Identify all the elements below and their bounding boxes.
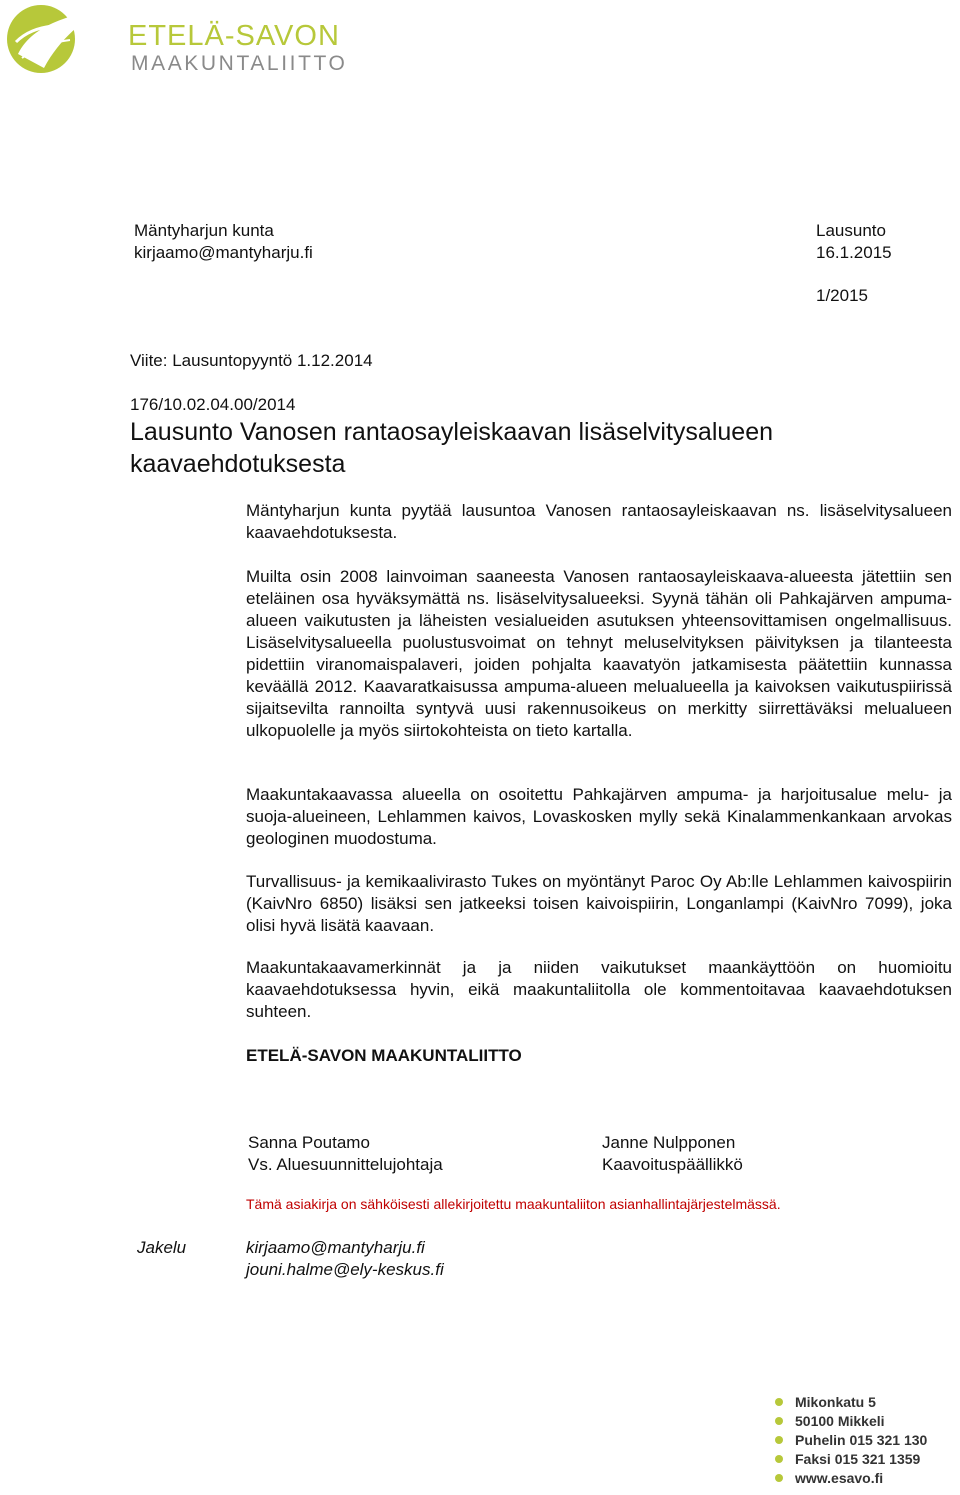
footer-phone: Puhelin 015 321 130 (795, 1431, 928, 1448)
recipient-name: Mäntyharjun kunta (134, 221, 274, 240)
logo-wordmark: ETELÄ-SAVON (128, 20, 340, 52)
body-paragraph-1 (246, 500, 952, 544)
title-line-2: kaavaehdotuksesta (130, 450, 346, 478)
paragraph-text: Muilta osin 2008 lainvoiman saaneesta Vanosen rantaosayleiskaava-alueesta jätettiin sen eteläinen osa hyväksymättä ns. lisäselvitysalueeksi. Syynä tähän oli Pahkajärven ampuma-alueen vaikutusten ja läheisten vesialueiden asutuksen yhteensovittamisen ongelmallisuus. Lisäselvitysalueella puolustusvoimat on tehnyt meluselvityksen päivityksen ja tilanteesta pidettiin viranomaispalaveri, joiden pohjalta kaavatyön jatkamisesta päätettiin kunnassa keväällä 2012. Kaavaratkaisussa ampuma-alueen melualueella ja kaivoksen vaikutuspiirissä sijaitsevilta rannoilta syntyvä uusi rakennusoikeus on merkitty siirrettäväksi melualueen ulkopuolelle ja myös siirtokohteista on tieto kartalla. (246, 567, 952, 740)
bullet-icon (775, 1474, 783, 1482)
signatory-1-name: Sanna Poutamo (248, 1133, 370, 1152)
recipient-email[interactable]: kirjaamo@mantyharju.fi (134, 243, 313, 262)
body-paragraph-2 (246, 566, 952, 742)
distribution-recipient-1[interactable]: kirjaamo@mantyharju.fi (246, 1238, 425, 1257)
document-date: 16.1.2015 (816, 243, 892, 262)
body-paragraph-4 (246, 871, 952, 937)
distribution-label: Jakelu (137, 1238, 187, 1257)
footer-address: Mikonkatu 5 (795, 1393, 876, 1410)
document-number: 1/2015 (816, 286, 868, 305)
signatory-2-name: Janne Nulpponen (602, 1133, 736, 1152)
footer-contact (775, 1392, 927, 1487)
paragraph-text: Maakuntakaavassa alueella on osoitettu Pahkajärven ampuma- ja harjoitusalue melu- ja suoja-alueineen, Lehlammen kaivos, Lovaskosken mylly sekä Kinalammenkankaan arvokas geologinen muodostuma. (246, 785, 952, 848)
organization-heading: ETELÄ-SAVON MAAKUNTALIITTO (246, 1046, 522, 1065)
title-line-1: Lausunto Vanosen rantaosayleiskaavan lisäselvitysalueen (130, 418, 774, 446)
body-paragraph-5 (246, 957, 952, 1023)
logo-leaf-icon (4, 2, 110, 76)
paragraph-text: Turvallisuus- ja kemikaalivirasto Tukes on myöntänyt Paroc Oy Ab:lle Lehlammen kaivospiirin (KaivNro 6850) lisäksi sen jatkeeksi toisen kaivoispiirin, Longanlampi (KaivNro 7099), joka olisi hyvä lisätä kaavaan. (246, 872, 952, 935)
bullet-icon (775, 1398, 783, 1406)
logo-subtitle: MAAKUNTALIITTO (131, 52, 348, 75)
document-title (130, 416, 773, 480)
distribution-recipient-2[interactable]: jouni.halme@ely-keskus.fi (246, 1260, 444, 1279)
body-paragraph-3 (246, 784, 952, 850)
reference-request: Viite: Lausuntopyyntö 1.12.2014 (130, 351, 373, 370)
letterhead-logo (0, 0, 370, 80)
footer-address-row (775, 1392, 927, 1411)
signatory-2-title: Kaavoituspäällikkö (602, 1155, 743, 1174)
electronic-signature-notice: Tämä asiakirja on sähköisesti allekirjoitettu maakuntaliiton asianhallintajärjestelmässä. (246, 1196, 781, 1212)
paragraph-text: Maakuntakaavamerkinnät ja ja niiden vaikutukset maankäyttöön on huomioitu kaavaehdotuksessa hyvin, eikä maakuntaliitolla ole kommentoitavaa kaavaehdotuksen suhteen. (246, 958, 952, 1021)
footer-postal: 50100 Mikkeli (795, 1412, 885, 1429)
signatory-1-title: Vs. Aluesuunnittelujohtaja (248, 1155, 443, 1174)
bullet-icon (775, 1436, 783, 1444)
bullet-icon (775, 1417, 783, 1425)
footer-web[interactable]: www.esavo.fi (795, 1469, 884, 1486)
paragraph-text: Mäntyharjun kunta pyytää lausuntoa Vanosen rantaosayleiskaavan ns. lisäselvitysalueen kaavaehdotuksesta. (246, 501, 952, 542)
bullet-icon (775, 1455, 783, 1463)
footer-phone-row (775, 1430, 927, 1449)
footer-web-row (775, 1468, 927, 1487)
footer-fax: Faksi 015 321 1359 (795, 1450, 921, 1467)
footer-fax-row (775, 1449, 927, 1468)
document-type: Lausunto (816, 221, 886, 240)
footer-postal-row (775, 1411, 927, 1430)
reference-number: 176/10.02.04.00/2014 (130, 395, 296, 414)
